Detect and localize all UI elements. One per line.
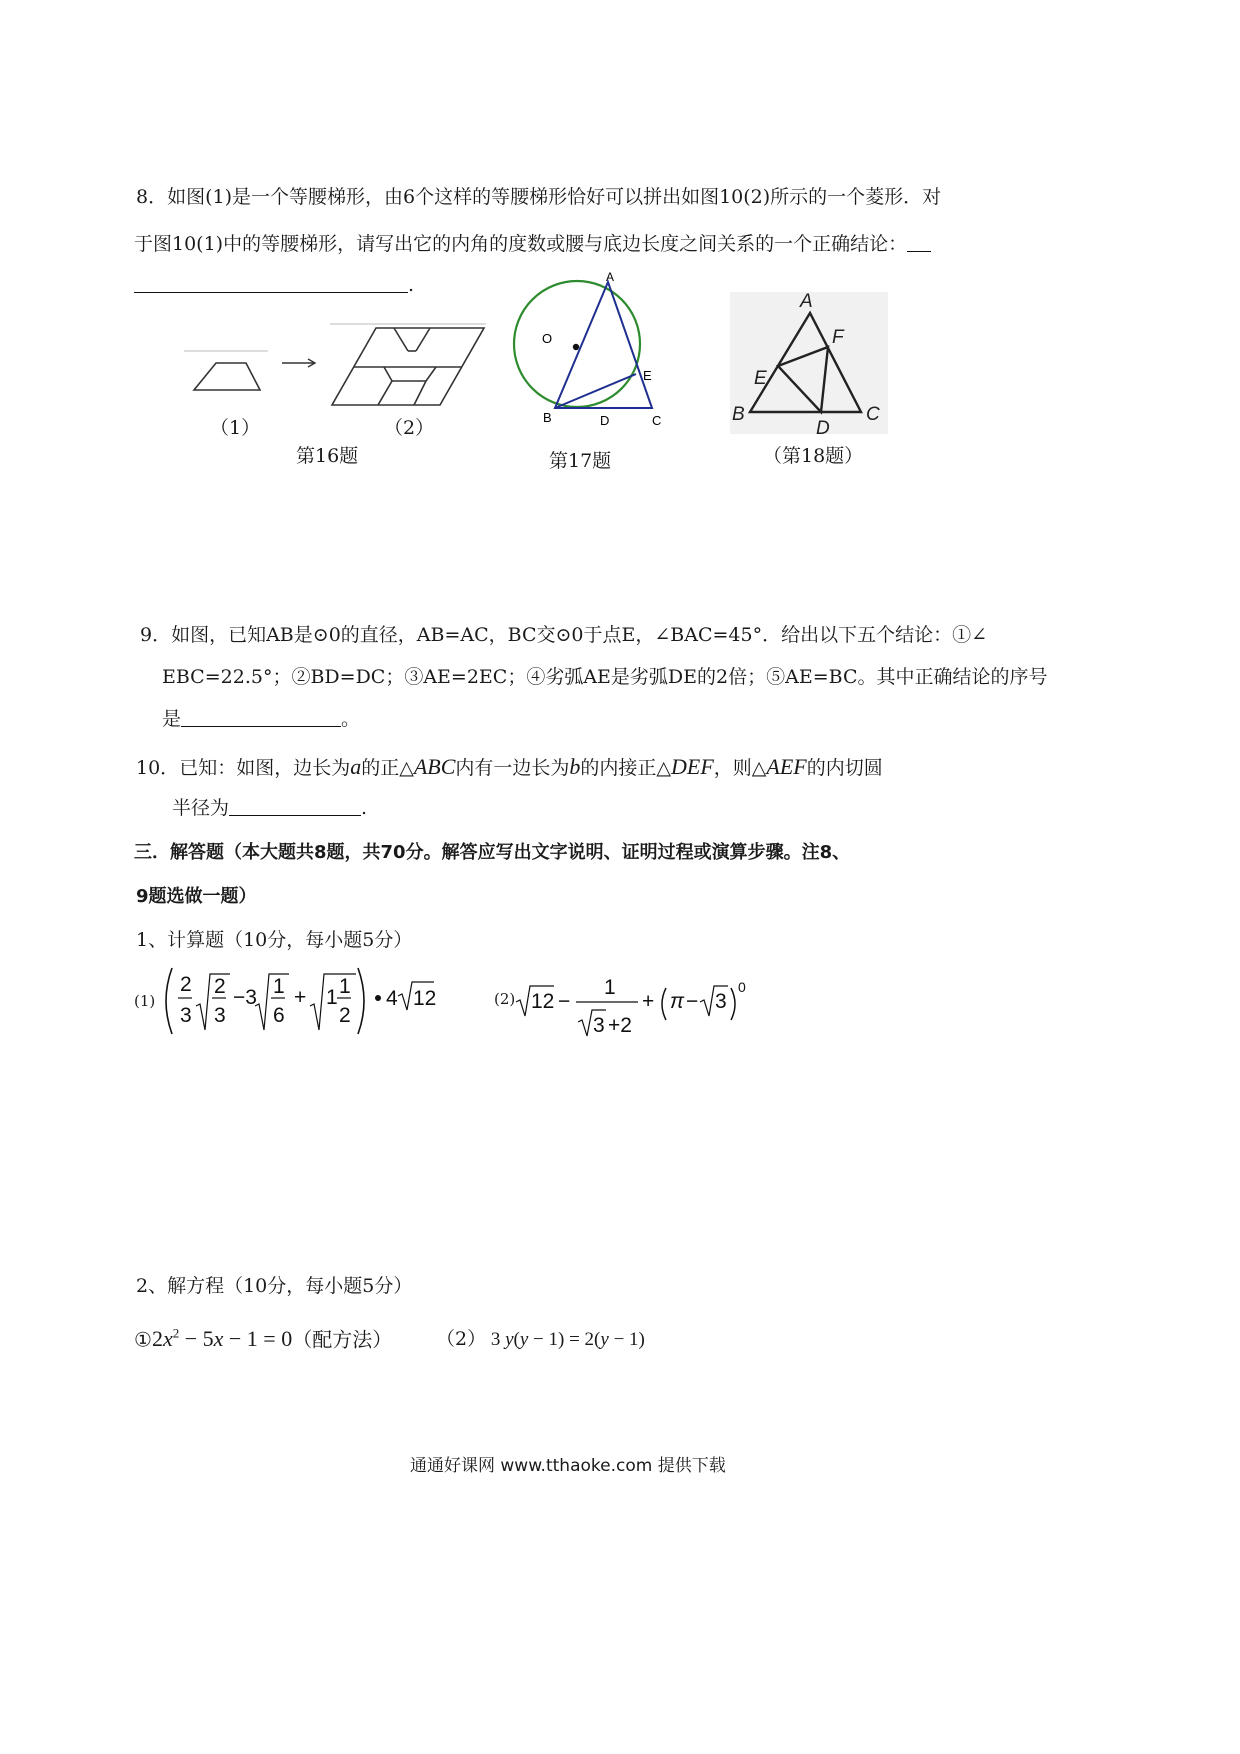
- svg-text:1: 1: [273, 975, 285, 998]
- fig17-point-o: O: [542, 331, 553, 346]
- svg-text:4: 4: [386, 987, 398, 1010]
- svg-text:3: 3: [180, 1004, 192, 1027]
- svg-text:+2: +2: [608, 1014, 632, 1037]
- svg-text:12: 12: [531, 990, 555, 1013]
- figure-17: [500, 272, 680, 434]
- figure-16: [178, 315, 498, 410]
- fig17-point-a: A: [606, 272, 615, 284]
- p1-expression-1: [160, 960, 440, 1042]
- q8-line2: [134, 233, 931, 256]
- fig16-label-2: （2）: [384, 417, 435, 439]
- fig18-point-b: B: [732, 404, 745, 425]
- fig16-caption: 第16题: [296, 445, 359, 467]
- q10-var-a: a: [350, 754, 362, 779]
- fig17-center-dot: [573, 344, 579, 350]
- fig18-point-f: F: [832, 327, 844, 348]
- fig16-rhombus: [332, 328, 484, 405]
- q9-line1: 9．如图，已知AB是⊙0的直径，AB=AC，BC交⊙0于点E，∠BAC=45°．给出以下五个结论：①∠: [140, 624, 988, 646]
- svg-text:−: −: [686, 990, 699, 1013]
- svg-text:12: 12: [413, 987, 437, 1010]
- svg-text:0: 0: [738, 979, 746, 995]
- footer-source: 通通好课网 www.tthaoke.com 提供下载: [410, 1456, 726, 1476]
- q10-text-4: 的内接正△: [580, 757, 672, 779]
- fig17-point-c: C: [652, 413, 662, 428]
- p2-equation-1: [134, 1326, 392, 1353]
- svg-text:2: 2: [214, 975, 226, 998]
- fig17-triangle: [555, 282, 652, 408]
- q10-answer-blank[interactable]: [229, 815, 361, 816]
- section3-heading-line1: 三．解答题（本大题共8题，共70分。解答应写出文字说明、证明过程或演算步骤。注8、: [134, 842, 851, 863]
- fig16-label-1: （1）: [210, 417, 261, 439]
- q10-text-3: 内有一边长为: [455, 757, 570, 779]
- svg-text:−: −: [558, 990, 571, 1013]
- svg-text:1: 1: [339, 975, 351, 998]
- q10-line1: [136, 754, 883, 780]
- q8-end: .: [408, 274, 415, 296]
- svg-text:−3: −3: [233, 986, 257, 1009]
- fig16-trapezoid: [194, 363, 260, 390]
- svg-text:3: 3: [214, 1004, 226, 1027]
- figure-18: [726, 288, 896, 438]
- svg-text:1: 1: [326, 986, 338, 1009]
- p2-eq2-label: （2）: [436, 1328, 487, 1350]
- fig17-point-e: E: [643, 368, 652, 383]
- q10-triangle-abc: ABC: [413, 754, 456, 779]
- q10-text-2: 的正△: [361, 757, 414, 779]
- q10-triangle-def: DEF: [671, 754, 714, 779]
- p1-sub2-label: (2): [494, 990, 516, 1008]
- fig17-caption: 第17题: [549, 450, 612, 472]
- svg-text:π: π: [670, 990, 685, 1013]
- q10-line2-end: .: [361, 797, 368, 819]
- q10-triangle-aef: AEF: [766, 754, 807, 779]
- arrow-icon: [282, 359, 315, 367]
- p2-eq1-circle-number: ①: [134, 1327, 152, 1352]
- p2-equation-2: [436, 1328, 645, 1352]
- q8-line1: 8．如图(1)是一个等腰梯形，由6个这样的等腰梯形恰好可以拼出如图10(2)所示的一个菱形．对: [136, 186, 942, 208]
- p1-heading: 1、计算题（10分，每小题5分）: [136, 929, 413, 951]
- svg-text:3: 3: [715, 990, 727, 1013]
- q9-line3: [162, 708, 360, 731]
- svg-text:1: 1: [604, 976, 616, 999]
- svg-text:+: +: [294, 986, 307, 1009]
- q8-line3: [134, 274, 414, 297]
- q8-line2-text: 于图10(1)中的等腰梯形，请写出它的内角的度数或腰与底边长度之间关系的一个正确结论：: [134, 233, 908, 255]
- fig18-point-a: A: [800, 291, 813, 312]
- fig18-point-d: D: [816, 418, 830, 438]
- section3-heading-line2: 9题选做一题）: [136, 886, 257, 907]
- svg-text:+: +: [642, 990, 655, 1013]
- q10-line2-start: 半径为: [172, 797, 230, 819]
- q8-answer-blank-b[interactable]: [134, 292, 408, 293]
- svg-text:2: 2: [339, 1004, 351, 1027]
- fig17-point-d: D: [600, 413, 610, 428]
- q10-number: 10．: [136, 757, 180, 779]
- p1-expression-2: [514, 970, 764, 1042]
- q8-answer-blank-a[interactable]: [907, 251, 931, 252]
- q9-answer-blank[interactable]: [181, 726, 341, 727]
- p2-eq1-method: （配方法）: [292, 1327, 393, 1352]
- q9-line2: EBC=22.5°；②BD=DC；③AE=2EC；④劣弧AE是劣弧DE的2倍；⑤AE=BC。其中正确结论的序号: [162, 666, 1048, 688]
- q9-line3-end: 。: [341, 708, 361, 730]
- svg-text:2: 2: [180, 973, 192, 996]
- q10-text-6: 的内切圆: [806, 757, 883, 779]
- fig18-point-e: E: [754, 368, 767, 389]
- p2-eq2-math: 3 y(y − 1) = 2(y − 1): [486, 1329, 645, 1350]
- svg-text:6: 6: [273, 1004, 285, 1027]
- q10-text-5: ，则△: [713, 757, 767, 779]
- p2-eq1-math: $2x^2 - 5x - 1 = 0$: [151, 1326, 293, 1352]
- fig17-point-b: B: [543, 410, 552, 425]
- q10-var-b: b: [569, 754, 581, 779]
- q9-line3-start: 是: [162, 708, 182, 730]
- fig18-point-c: C: [866, 404, 880, 425]
- q10-line2: [172, 797, 367, 820]
- svg-text:3: 3: [593, 1014, 605, 1037]
- q10-text-1: 已知：如图，边长为: [179, 757, 351, 779]
- p2-heading: 2、解方程（10分，每小题5分）: [136, 1275, 413, 1297]
- fig18-caption: （第18题）: [763, 445, 864, 467]
- p1-sub1-label: (1): [134, 992, 156, 1010]
